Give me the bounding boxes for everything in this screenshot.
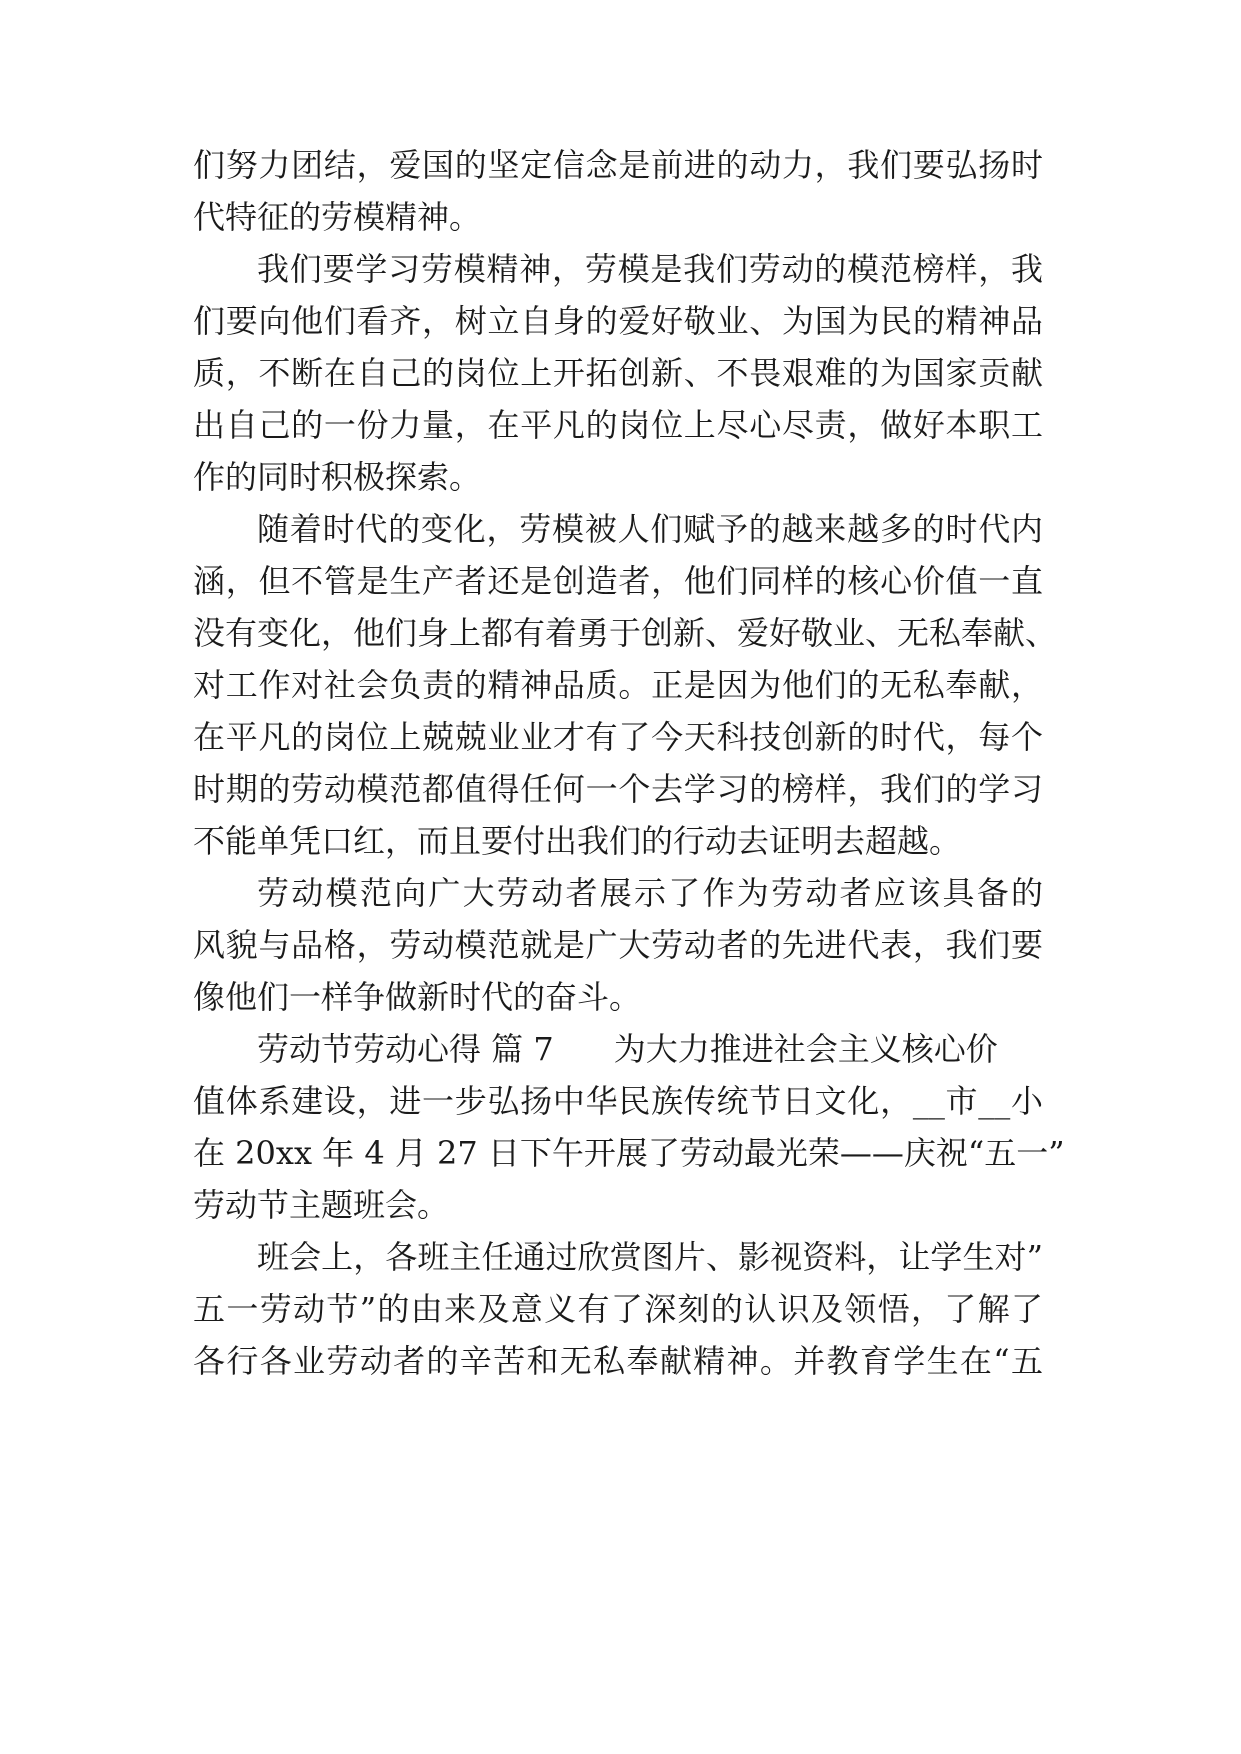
paragraph-line: 对工作对社会负责的精神品质。正是因为他们的无私奉献， bbox=[193, 666, 1043, 704]
paragraph-line: 出自己的一份力量，在平凡的岗位上尽心尽责，做好本职工 bbox=[193, 406, 1043, 444]
paragraph-line: 涵，但不管是生产者还是创造者，他们同样的核心价值一直 bbox=[193, 562, 1043, 600]
paragraph-line-text: 为大力推进社会主义核心价 bbox=[613, 1030, 998, 1068]
paragraph-line: 在平凡的岗位上兢兢业业才有了今天科技创新的时代，每个 bbox=[193, 718, 1043, 756]
paragraph-line: 们要向他们看齐，树立自身的爱好敬业、为国为民的精神品 bbox=[193, 302, 1043, 340]
paragraph-line: 时期的劳动模范都值得任何一个去学习的榜样，我们的学习 bbox=[193, 770, 1043, 808]
paragraph-line: 班会上，各班主任通过欣赏图片、影视资料，让学生对” bbox=[257, 1238, 1043, 1276]
paragraph-line: 在 20xx 年 4 月 27 日下午开展了劳动最光荣——庆祝“五一” bbox=[193, 1134, 1065, 1172]
section-heading: 劳动节劳动心得 篇 7 bbox=[257, 1030, 554, 1068]
paragraph-line: 随着时代的变化，劳模被人们赋予的越来越多的时代内 bbox=[257, 510, 1043, 548]
paragraph-line: 作的同时积极探索。 bbox=[193, 458, 482, 496]
paragraph-line: 我们要学习劳模精神，劳模是我们劳动的模范榜样，我 bbox=[257, 250, 1043, 288]
paragraph-line: 风貌与品格，劳动模范就是广大劳动者的先进代表，我们要 bbox=[193, 926, 1043, 964]
paragraph-line: 不能单凭口红，而且要付出我们的行动去证明去超越。 bbox=[193, 822, 962, 860]
paragraph-line: 值体系建设，进一步弘扬中华民族传统节日文化，__市__小 bbox=[193, 1082, 1043, 1120]
paragraph-line: 们努力团结，爱国的坚定信念是前进的动力，我们要弘扬时 bbox=[193, 146, 1043, 184]
paragraph-line: 质，不断在自己的岗位上开拓创新、不畏艰难的为国家贡献 bbox=[193, 354, 1043, 392]
paragraph-line: 代特征的劳模精神。 bbox=[193, 198, 482, 236]
paragraph-line: 没有变化，他们身上都有着勇于创新、爱好敬业、无私奉献、 bbox=[193, 614, 1058, 652]
paragraph-line: 劳动模范向广大劳动者展示了作为劳动者应该具备的 bbox=[257, 874, 1043, 912]
paragraph-line: 像他们一样争做新时代的奋斗。 bbox=[193, 978, 642, 1016]
section-heading-line bbox=[257, 1020, 1043, 1078]
paragraph-line: 五一劳动节”的由来及意义有了深刻的认识及领悟，了解了 bbox=[193, 1290, 1043, 1328]
paragraph-line: 各行各业劳动者的辛苦和无私奉献精神。并教育学生在“五 bbox=[193, 1342, 1043, 1380]
paragraph-line: 劳动节主题班会。 bbox=[193, 1186, 450, 1224]
